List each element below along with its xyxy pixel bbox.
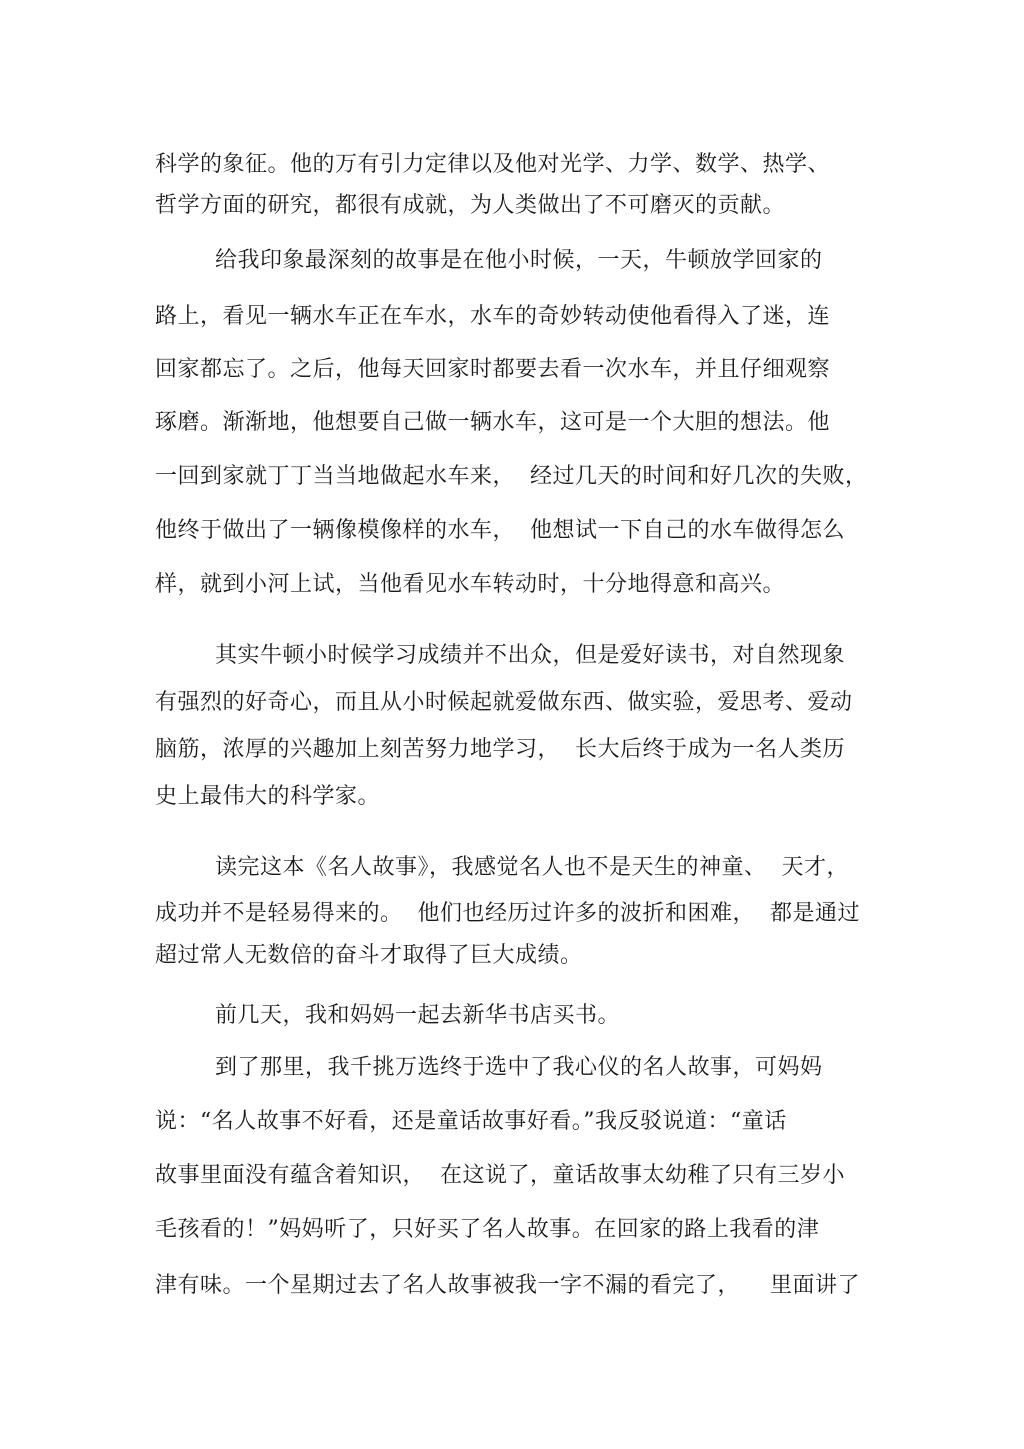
text-line: 史上最伟大的科学家。 — [155, 784, 381, 809]
text-line: 样，就到小河上试，当他看见水车转动时，十分地得意和高兴。 — [155, 572, 786, 597]
text-line: 脑筋，浓厚的兴趣加上刻苦努力地学习， 长大后终于成为一名人类历 — [155, 737, 845, 762]
text-line: 读完这本《名人故事》，我感觉名人也不是天生的神童、 天才， — [215, 855, 849, 880]
text-line: 成功并不是轻易得来的。 他们也经历过许多的波折和困难， 都是通过 — [155, 901, 860, 926]
text-line: 其实牛顿小时候学习成绩并不出众，但是爱好读书，对自然现象 — [215, 643, 846, 668]
text-line: 哲学方面的研究，都很有成就，为人类做出了不可磨灭的贡献。 — [155, 193, 786, 218]
text-line: 毛孩看的！”妈妈听了，只好买了名人故事。在回家的路上我看的津 — [155, 1217, 820, 1242]
text-line: 超过常人无数倍的奋斗才取得了巨大成绩。 — [155, 943, 583, 968]
text-line: 一回到家就丁丁当当地做起水车来， 经过几天的时间和好几次的失败， — [155, 464, 868, 489]
text-line: 路上，看见一辆水车正在车水，水车的奇妙转动使他看得入了迷，连 — [155, 304, 831, 329]
text-line: 回家都忘了。之后，他每天回家时都要去看一次水车，并且仔细观察 — [155, 357, 831, 382]
text-line: 有强烈的好奇心，而且从小时候起就爱做东西、做实验，爱思考、爱动 — [155, 690, 853, 715]
text-line: 科学的象征。他的万有引力定律以及他对光学、力学、数学、热学、 — [155, 152, 831, 177]
text-line: 琢磨。渐渐地，他想要自己做一辆水车，这可是一个大胆的想法。他 — [155, 410, 831, 435]
text-line: 他终于做出了一辆像模像样的水车， 他想试一下自己的水车做得怎么 — [155, 518, 845, 543]
text-line: 说：“名人故事不好看，还是童话故事好看。”我反驳说道：“童话 — [155, 1109, 787, 1134]
text-line: 前几天，我和妈妈一起去新华书店买书。 — [215, 1003, 621, 1028]
text-line: 到了那里，我千挑万选终于选中了我心仪的名人故事，可妈妈 — [215, 1055, 823, 1080]
text-line: 津有味。一个星期过去了名人故事被我一字不漏的看完了， 里面讲了 — [155, 1273, 860, 1298]
text-line: 故事里面没有蕴含着知识， 在这说了，童话故事太幼稚了只有三岁小 — [155, 1163, 845, 1188]
text-line: 给我印象最深刻的故事是在他小时候，一天，牛顿放学回家的 — [215, 248, 823, 273]
